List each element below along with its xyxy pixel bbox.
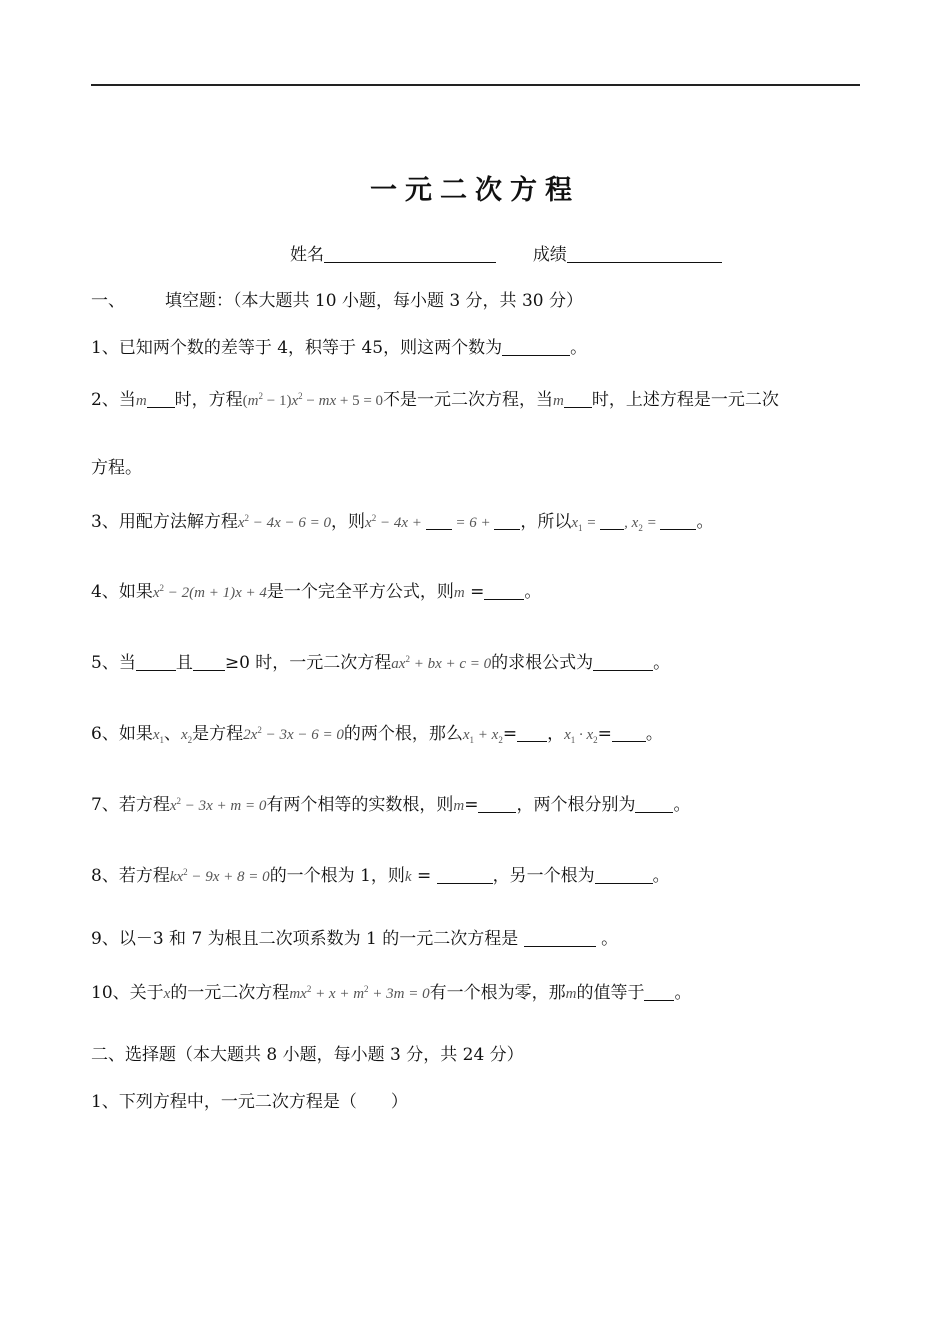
answer-blank[interactable] — [595, 867, 653, 884]
question-3: 3、用配方法解方程$x^2 - 4x - 6 = 0$，则$x^2 - 4x$ + = 6 + ，所以$x_1$ = , $x_2$ = 。 — [91, 512, 714, 533]
equation: $x_1$ = , $x_2$ = — [571, 515, 696, 531]
equation: $x^2 - 4x - 6 = 0$ — [237, 513, 332, 531]
equation: $kx^2 - 9x + 8 = 0$ — [169, 867, 270, 885]
question-9: 9、以－3 和 7 为根且二次项系数为 1 的一元二次方程是 。 — [91, 929, 619, 949]
answer-blank[interactable] — [644, 984, 674, 1001]
answer-blank[interactable] — [136, 654, 176, 671]
answer-blank[interactable] — [478, 796, 516, 813]
score-label: 成绩 — [532, 245, 567, 265]
score-blank[interactable] — [567, 244, 722, 263]
question-2: 2、当m 时，方程$(m^2 - 1)x^2$ − mx + 5 = 0不是一元二次方程，当m 时，上述方程是一元二次 — [91, 390, 779, 410]
answer-blank[interactable] — [437, 867, 493, 884]
answer-blank[interactable] — [564, 391, 592, 408]
section1-title: 填空题：（本大题共 10 小题，每小题 3 分，共 30 分） — [165, 291, 584, 311]
question-10: 10、关于x的一元二次方程$mx^2 + x + m^2 + 3m = 0$有一个根为零，那m的值等于 。 — [91, 983, 692, 1003]
answer-blank[interactable] — [147, 391, 175, 408]
answer-blank[interactable] — [517, 725, 547, 742]
answer-blank[interactable] — [593, 654, 653, 671]
section1-heading — [91, 289, 583, 313]
question-2-cont: 方程。 — [91, 458, 142, 478]
page-title: 一元二次方程 — [370, 175, 580, 206]
answer-blank[interactable] — [484, 583, 524, 600]
question-1: 1、已知两个数的差等于 4，积等于 45，则这两个数为 。 — [91, 338, 588, 358]
answer-blank[interactable] — [635, 796, 673, 813]
section2-question-1: 1、下列方程中，一元二次方程是（ ） — [91, 1092, 408, 1112]
answer-blank[interactable] — [612, 725, 646, 742]
answer-blank[interactable] — [524, 930, 596, 947]
equation: $x^2 - 2(m + 1)x + 4$ — [152, 583, 267, 601]
section1-num: 一、 — [91, 291, 125, 311]
section2-heading — [91, 1043, 524, 1067]
name-label: 姓名 — [290, 245, 324, 265]
equation: $x^2 - 3x + m = 0$ — [169, 796, 267, 814]
equation: $mx^2 + x + m^2 + 3m = 0$ — [289, 984, 430, 1002]
answer-blank[interactable] — [502, 339, 570, 356]
answer-blank[interactable] — [193, 654, 225, 671]
name-blank[interactable] — [324, 244, 496, 263]
equation: $x^2 - 4x$ + = 6 + — [365, 515, 520, 531]
section2-title: 二、选择题（本大题共 8 小题，每小题 3 分，共 24 分） — [91, 1045, 524, 1065]
name-score-line — [290, 240, 722, 265]
question-6: 6、如果$x_1$、$x_2$是方程$2x^2 - 3x - 6 = 0$的两个根，那么$x_1 + x_2=$ ，$x_1 \cdot x_2=$ 。 — [91, 724, 663, 745]
question-4: 4、如果$x^2 - 2(m + 1)x + 4$是一个完全平方公式，则m = 。 — [91, 582, 542, 602]
question-8: 8、若方程$kx^2 - 9x + 8 = 0$的一个根为 1，则k = ，另一个根为 。 — [91, 866, 670, 886]
question-5: 5、当 且 ≥0 时，一元二次方程$ax^2$ + bx + c = 0的求根公式为 。 — [91, 653, 671, 673]
equation: $(m^2 - 1)x^2$ − mx + 5 = 0 — [242, 391, 384, 409]
equation: $ax^2$ + bx + c = 0 — [391, 654, 492, 672]
equation: $2x^2 - 3x - 6 = 0$ — [243, 725, 344, 743]
header-rule — [91, 84, 860, 86]
question-7: 7、若方程$x^2 - 3x + m = 0$有两个相等的实数根，则m= ，两个根分别为 。 — [91, 795, 691, 815]
